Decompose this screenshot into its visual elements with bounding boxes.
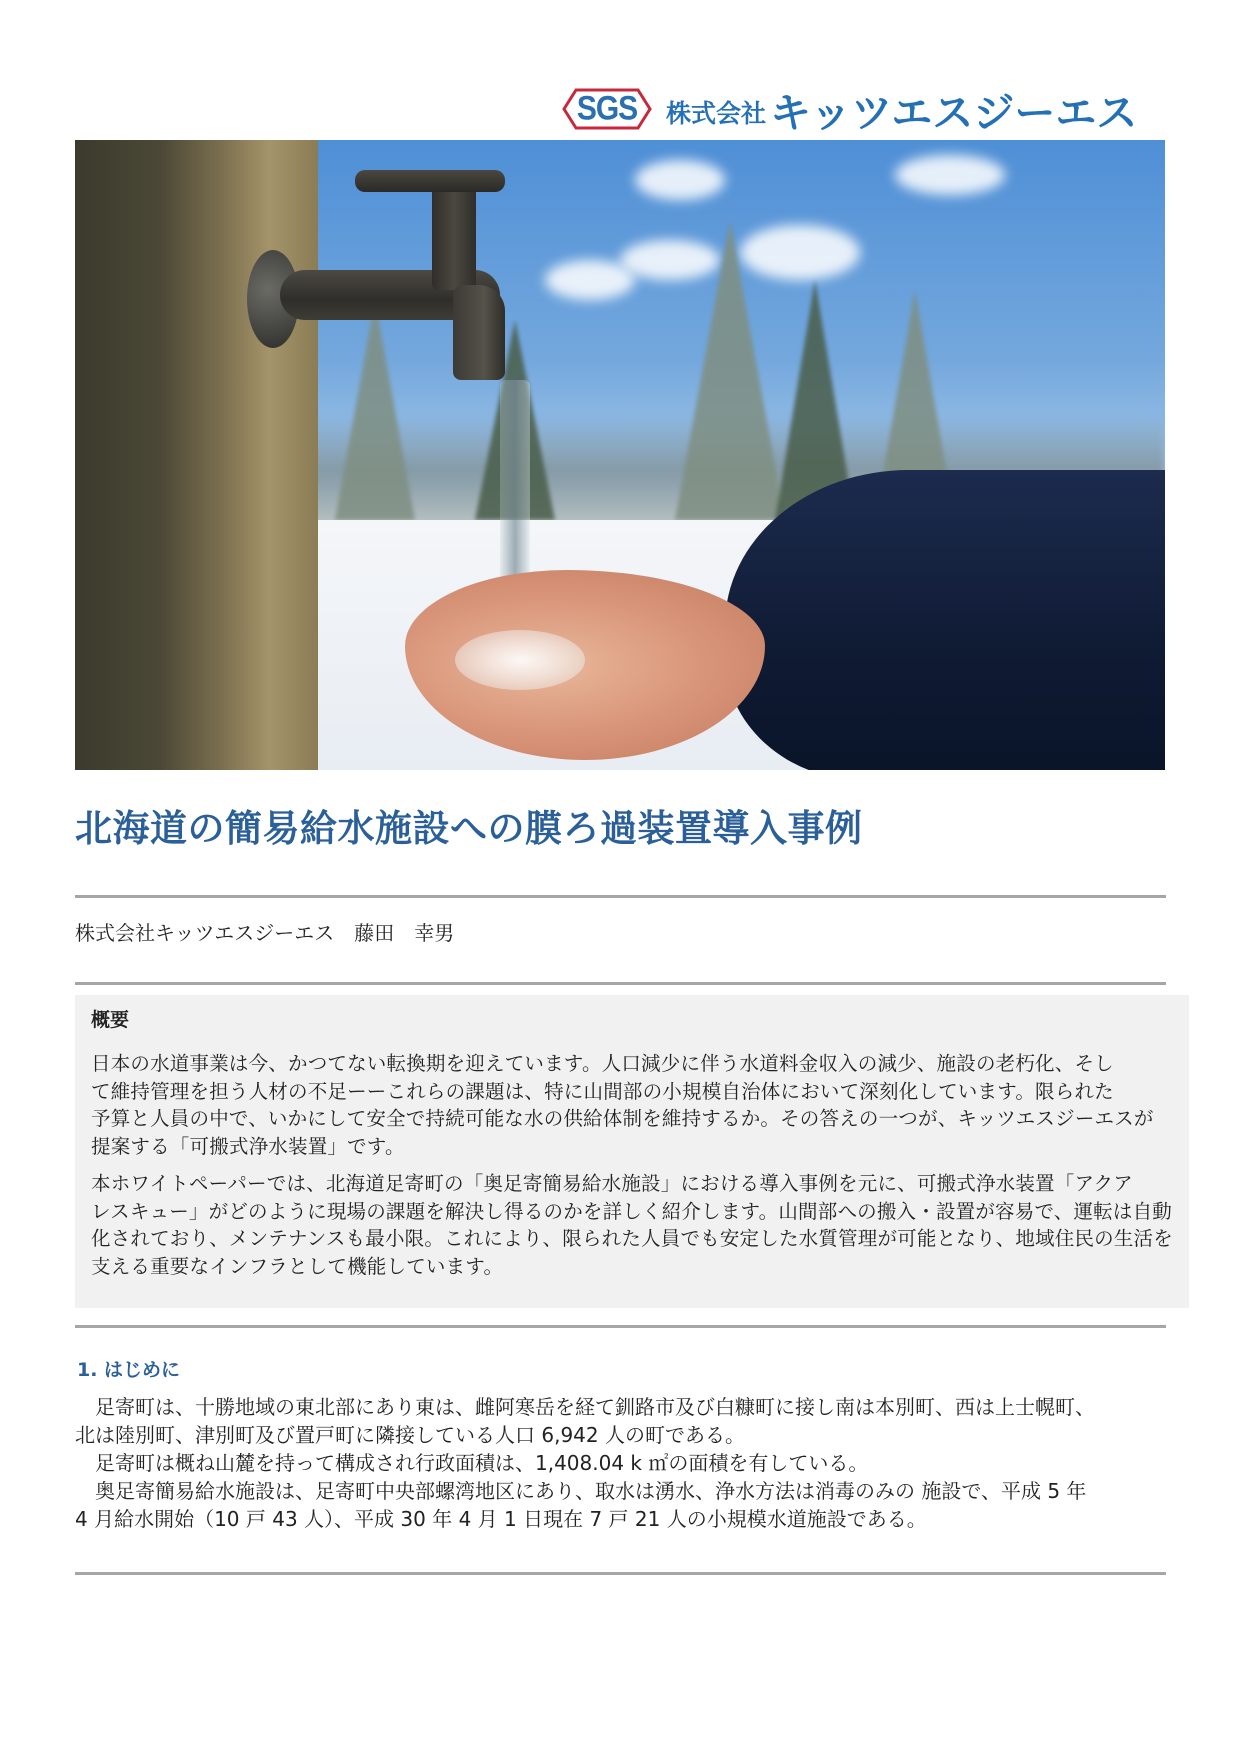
body-line: 奥足寄簡易給水施設は、足寄町中央部螺湾地区にあり、取水は湧水、浄水方法は消毒のみの 施設で、平成 5 年 xyxy=(75,1479,1087,1503)
summary-line: レスキュー」がどのように現場の課題を解決し得るのかを詳しく紹介します。山間部への搬入・設置が容易で、運転は自動 xyxy=(91,1199,1172,1223)
author-line: 株式会社キッツエスジーエス 藤田 幸男 xyxy=(75,921,455,945)
body-line: 足寄町は、十勝地域の東北部にあり東は、雌阿寒岳を経て釧路市及び白糠町に接し南は本別町、西は上士幌町、 xyxy=(75,1395,1095,1419)
sgs-badge-icon xyxy=(562,86,652,132)
section-heading: 1. はじめに xyxy=(77,1359,181,1381)
summary-line: 提案する「可搬式浄水装置」です。 xyxy=(91,1134,405,1158)
divider xyxy=(75,1572,1166,1575)
divider xyxy=(75,982,1166,985)
body-line: 4 月給水開始（10 戸 43 人）、平成 30 年 4 月 1 日現在 7 戸 21 人の小規模水道施設である。 xyxy=(75,1507,927,1531)
summary-heading: 概要 xyxy=(91,1009,130,1031)
summary-paragraph xyxy=(91,1170,1173,1280)
summary-line: て維持管理を担う人材の不足ーーこれらの課題は、特に山間部の小規模自治体において深刻化しています。限られた xyxy=(91,1079,1114,1103)
summary-line: 本ホワイトペーパーでは、北海道足寄町の「奥足寄簡易給水施設」における導入事例を元に、可搬式浄水装置「アクア xyxy=(91,1172,1133,1195)
divider xyxy=(75,1325,1166,1328)
summary-line: 予算と人員の中で、いかにして安全で持続可能な水の供給体制を維持するか。その答えの一つが、キッツエスジーエスが xyxy=(91,1107,1154,1130)
summary-line: 支える重要なインフラとして機能しています。 xyxy=(91,1254,504,1278)
body-line: 北は陸別町、津別町及び置戸町に隣接している人口 6,942 人の町である。 xyxy=(75,1423,745,1447)
logo-company-prefix: 株式会社 xyxy=(666,99,767,128)
summary-box xyxy=(75,995,1189,1308)
body-line: 足寄町は概ね山麓を持って構成され行政面積は、1,408.04 k ㎡の面積を有している。 xyxy=(75,1451,869,1475)
divider xyxy=(75,895,1166,898)
logo-company-name: キッツエスジーエス xyxy=(770,88,1138,137)
summary-line: 日本の水道事業は今、かつてない転換期を迎えています。人口減少に伴う水道料金収入の減少、施設の老朽化、そし xyxy=(91,1052,1114,1075)
summary-line: 化されており、メンテナンスも最小限。これにより、限られた人員でも安定した水質管理が可能となり、地域住民の生活を xyxy=(91,1227,1173,1250)
section-body xyxy=(75,1393,1175,1533)
company-logo xyxy=(562,84,1138,137)
summary-paragraph xyxy=(91,1050,1173,1160)
hero-photo xyxy=(75,140,1165,770)
sgs-badge-text: SGS xyxy=(576,89,638,128)
document-title: 北海道の簡易給水施設への膜ろ過装置導入事例 xyxy=(75,807,863,850)
